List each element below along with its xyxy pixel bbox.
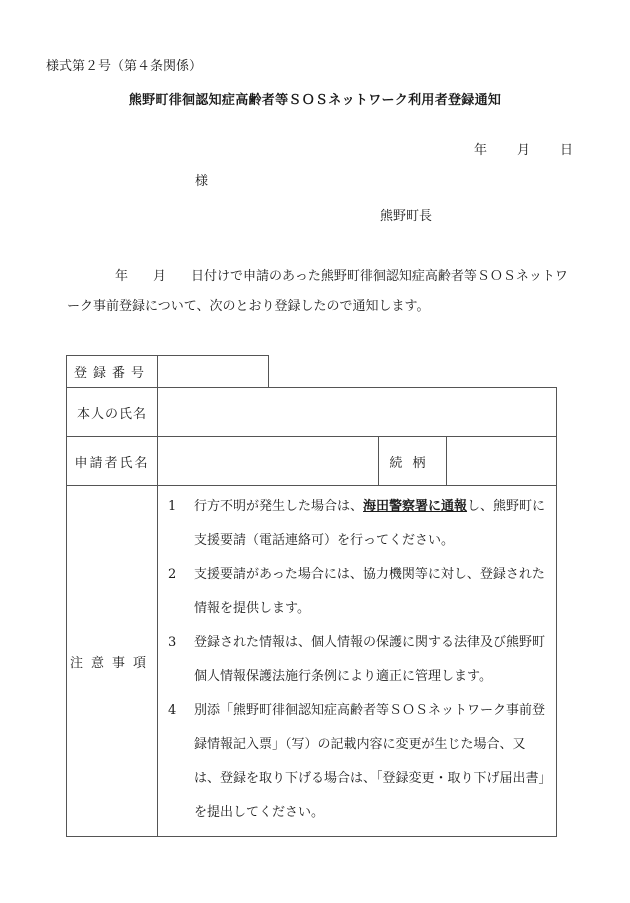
date-year: 年 xyxy=(474,143,488,158)
registration-number-value xyxy=(158,356,269,388)
note-text-cont: し、熊野町に支援要請（電話連絡可）を行ってください。 xyxy=(194,499,546,548)
applicant-name-value xyxy=(158,437,379,486)
date-day: 日 xyxy=(560,143,574,158)
note-number: 4 xyxy=(168,703,177,718)
note-item xyxy=(168,558,546,626)
note-number: 3 xyxy=(168,635,177,650)
note-item xyxy=(168,490,546,558)
body-year: 年 xyxy=(115,269,129,284)
date-month: 月 xyxy=(517,143,531,158)
person-name-label: 本人の氏名 xyxy=(67,388,158,437)
body-line-2: ーク事前登録について、次のとおり登録したので通知します。 xyxy=(67,299,430,314)
body-line-1 xyxy=(67,262,587,292)
note-text: 支援要請があった場合には、協力機関等に対し、登録された情報を提供します。 xyxy=(194,567,545,616)
applicant-name-label: 申請者氏名 xyxy=(67,437,158,486)
note-item xyxy=(168,626,546,694)
note-text: 別添「熊野町徘徊認知症高齢者等ＳＯＳネットワーク事前登録情報記入票」（写）の記載内容に変更が生じた場合、又は、登録を取り下げる場合は、「登録変更・取り下げ届出書」を提出してください。 xyxy=(194,703,546,820)
note-item xyxy=(168,694,546,830)
form-number: 様式第２号（第４条関係） xyxy=(46,59,203,74)
notes-list xyxy=(158,486,557,837)
note-number: 2 xyxy=(168,567,177,582)
note-text: 登録された情報は、個人情報の保護に関する法律及び熊野町個人情報保護法施行条例により適正に管理します。 xyxy=(194,635,546,684)
relationship-value xyxy=(447,437,557,486)
note-number: 1 xyxy=(168,499,177,514)
body-month: 月 xyxy=(153,269,167,284)
relationship-label: 続柄 xyxy=(379,437,447,486)
registration-info-table xyxy=(66,355,557,837)
date-line xyxy=(474,139,573,158)
empty-cell xyxy=(269,356,557,388)
registration-number-label: 登録番号 xyxy=(67,356,158,388)
notes-label: 注意事項 xyxy=(67,486,158,837)
body-text xyxy=(67,262,587,322)
person-name-value xyxy=(158,388,557,437)
body-line1-rest: 日付けで申請のあった熊野町徘徊認知症高齢者等ＳＯＳネットワ xyxy=(191,269,568,284)
sender-name: 熊野町長 xyxy=(380,209,433,224)
note-text: 行方不明が発生した場合は、 xyxy=(194,499,364,514)
document-title: 熊野町徘徊認知症高齢者等ＳＯＳネットワーク利用者登録通知 xyxy=(128,93,502,108)
note-emphasis: 海田警察署に通報 xyxy=(363,499,468,514)
recipient-suffix: 様 xyxy=(195,174,209,189)
